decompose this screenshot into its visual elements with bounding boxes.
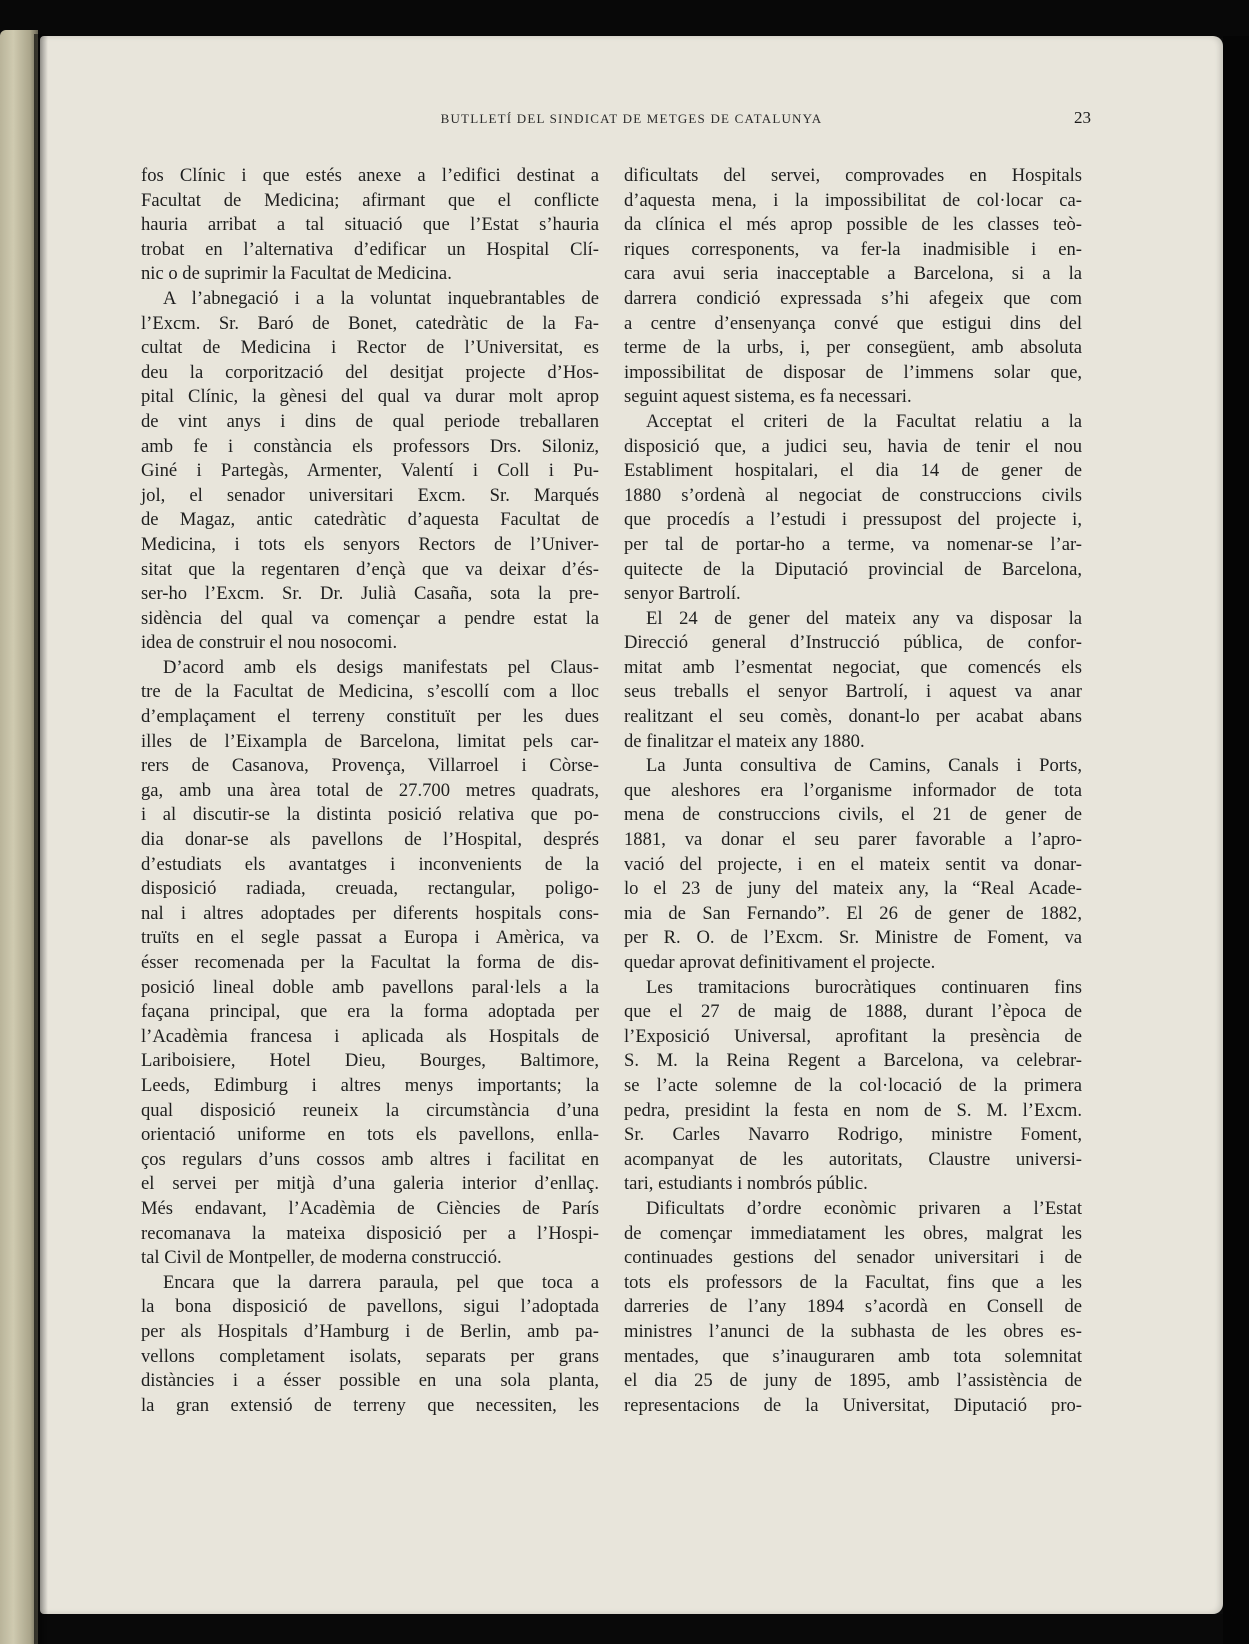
text-line: senyor Bartrolí. (624, 583, 741, 605)
text-line: realitzant el seu comès, donant-lo per acabat abans (624, 706, 1082, 728)
text-line: nic o de suprimir la Facultat de Medicina. (141, 263, 452, 285)
text-line: que aleshores era l’organisme informador de tota (624, 779, 1082, 801)
text-line: el dia 25 de juny de 1895, amb l’assistència de (624, 1370, 1082, 1392)
text-line: rers de Casanova, Provença, Villarroel i Còrse- (141, 755, 599, 777)
text-line: sitat que la regentaren d’ençà que va deixar d’és- (141, 558, 599, 580)
text-line: Giné i Partegàs, Armenter, Valentí i Coll i Pu- (141, 460, 599, 482)
text-line: 1881, va donar el seu parer favorable a l’apro- (624, 829, 1082, 851)
text-line: ministres l’anunci de la subhasta de les obres es- (624, 1320, 1082, 1342)
text-line: que el 27 de maig de 1888, durant l’època de (624, 1001, 1082, 1023)
text-line: l’Exposició Universal, aprofitant la presència de (624, 1025, 1082, 1047)
text-line: terme de la urbs, i, per consegüent, amb absoluta (624, 337, 1082, 359)
scan-background-top (0, 0, 1249, 38)
text-line: a centre d’ensenyança convé que estigui dins del (624, 312, 1082, 334)
text-line: hauria arribat a tal situació que l’Estat s’hauria (141, 214, 599, 236)
text-line: vellons completament isolats, separats per grans (141, 1345, 599, 1367)
text-line: dia donar-se als pavellons de l’Hospital, després (141, 829, 599, 851)
text-line: qual disposició reuneix la circumstància d’una (141, 1099, 599, 1121)
text-line: Lariboisiere, Hotel Dieu, Bourges, Baltimore, (141, 1050, 599, 1072)
text-line: mitat amb l’esmentat negociat, que comencés els (624, 656, 1082, 678)
text-line: ga, amb una àrea total de 27.700 metres quadrats, (141, 779, 599, 801)
text-line: per tal de portar-ho a terme, va nomenar-se l’ar- (624, 533, 1082, 555)
text-line: Sr. Carles Navarro Rodrigo, ministre Foment, (624, 1124, 1082, 1146)
text-line: jol, el senador universitari Excm. Sr. Marqués (141, 484, 599, 506)
text-line: amb fe i constància els professors Drs. Siloniz, (141, 435, 599, 457)
text-line: seus treballs el senyor Bartrolí, i aquest va anar (624, 681, 1082, 703)
page-header (40, 108, 1223, 135)
text-line: quitecte de la Diputació provincial de Barcelona, (624, 558, 1082, 580)
text-line: acompanyat de les autoritats, Claustre universi- (624, 1148, 1082, 1170)
text-line: trobat en l’alternativa d’edificar un Hospital Clí- (141, 238, 599, 260)
text-line: de vint anys i dins de qual periode treballaren (141, 410, 599, 432)
text-line: El 24 de gener del mateix any va disposar la (646, 607, 1082, 629)
text-line: riques corresponents, va fer-la inadmisible i en- (624, 238, 1082, 260)
text-line: Medicina, i tots els senyors Rectors de l’Univer- (141, 533, 599, 555)
text-line: continuades gestions del senador universitari i de (624, 1247, 1082, 1269)
text-line: Acceptat el criteri de la Facultat relatiu a la (646, 410, 1082, 432)
text-line: impossibilitat de disposar de l’immens solar que, (624, 361, 1082, 383)
text-column-left (141, 164, 599, 1418)
text-line: darrera condició expressada s’hi afegeix que com (624, 287, 1082, 309)
text-line: tots els professors de la Facultat, fins que a les (624, 1271, 1082, 1293)
text-line: ésser recomenada per la Facultat la forma de dis- (141, 952, 599, 973)
text-line: La Junta consultiva de Camins, Canals i Ports, (646, 755, 1082, 777)
text-column-right (624, 164, 1082, 1418)
text-line: da clínica el més aprop possible de les classes teò- (624, 214, 1082, 236)
text-line: seguint aquest sistema, es fa necessari. (624, 386, 912, 408)
text-line: Establiment hospitalari, el dia 14 de gener de (624, 460, 1082, 482)
text-line: illes de l’Eixampla de Barcelona, limitat pels car- (141, 730, 599, 752)
text-line: S. M. la Reina Regent a Barcelona, va celebrar- (624, 1050, 1082, 1072)
text-line: representacions de la Universitat, Diputació pro- (624, 1394, 1082, 1416)
text-line: A l’abnegació i a la voluntat inquebrantables de (163, 287, 599, 309)
text-line: mena de construccions civils, el 21 de gener de (624, 804, 1082, 826)
text-line: que procedís a l’estudi i pressupost del projecte i, (624, 509, 1082, 531)
text-line: de finalitzar el mateix any 1880. (624, 730, 865, 752)
text-line: darreries de l’any 1894 s’acordà en Consell de (624, 1296, 1082, 1318)
text-line: de començar immediatament les obres, malgrat les (624, 1222, 1082, 1244)
text-line: nal i altres adoptades per diferents hospitals cons- (141, 902, 599, 924)
text-line: D’acord amb els desigs manifestats pel Claus- (163, 656, 599, 678)
text-line: Dificultats d’ordre econòmic privaren a l’Estat (646, 1197, 1082, 1219)
page-number: 23 (1074, 108, 1091, 127)
text-line: disposició que, a judici seu, havia de tenir el nou (624, 435, 1082, 457)
text-line: d’emplaçament el terreny constituït per les dues (141, 706, 599, 728)
text-line: Leeds, Edimburg i altres menys importants; la (141, 1074, 599, 1096)
text-line: disposició radiada, creuada, rectangular, poligo- (141, 878, 599, 900)
text-line: Direcció general d’Instrucció pública, de confor- (624, 632, 1082, 654)
text-line: ser-ho l’Excm. Sr. Dr. Julià Casaña, sota la pre- (141, 583, 599, 605)
text-line: per R. O. de l’Excm. Sr. Ministre de Foment, va (624, 927, 1082, 949)
text-line: i al discutir-se la distinta posició relativa que po- (141, 804, 599, 826)
text-line: lo el 23 de juny del mateix any, la “Real Acade- (624, 878, 1082, 900)
text-line: mia de San Fernando”. El 26 de gener de 1882, (624, 902, 1082, 924)
text-line: vació del projecte, i en el mateix sentit va donar- (624, 853, 1082, 875)
text-line: Facultat de Medicina; afirmant que el conflicte (141, 189, 599, 211)
text-line: cara avui seria inacceptable a Barcelona, si a la (624, 263, 1082, 285)
text-line: l’Acadèmia francesa i aplicada als Hospitals de (141, 1025, 599, 1047)
text-line: l’Excm. Sr. Baró de Bonet, catedràtic de la Fa- (141, 312, 599, 334)
text-line: deu la corporització del desitjat projecte d’Hos- (141, 361, 599, 383)
text-line: cultat de Medicina i Rector de l’Universitat, es (141, 337, 599, 359)
binding-shadow (34, 34, 48, 1644)
text-line: Les tramitacions burocràtiques continuaren fins (646, 976, 1082, 998)
facing-page-edge (0, 30, 38, 1644)
scan-background-right (1223, 36, 1249, 1644)
text-line: fos Clínic i que estés anexe a l’edifici destinat a (141, 165, 599, 186)
text-line: la gran extensió de terreny que necessiten, les (141, 1394, 599, 1416)
text-line: tari, estudiants i nombrós públic. (624, 1173, 868, 1195)
text-line: façana principal, que era la forma adoptada per (141, 1001, 599, 1023)
text-line: d’aquesta mena, i la impossibilitat de col·locar ca- (624, 189, 1082, 211)
running-title: BUTLLETÍ DEL SINDICAT DE METGES DE CATALUNYA (440, 111, 823, 126)
text-line: posició lineal doble amb pavellons paral·lels a la (141, 976, 599, 998)
text-line: tal Civil de Montpeller, de moderna construcció. (141, 1247, 502, 1269)
text-line: se l’acte solemne de la col·locació de la primera (624, 1074, 1082, 1096)
text-line: per als Hospitals d’Hamburg i de Berlin, amb pa- (141, 1320, 599, 1342)
text-line: ços regulars d’uns cossos amb altres i facilitat en (141, 1148, 599, 1170)
text-line: de Magaz, antic catedràtic d’aquesta Facultat de (141, 509, 599, 531)
scan-background-bottom (40, 1614, 1223, 1644)
text-line: mentades, que s’inauguraren amb tota solemnitat (624, 1345, 1082, 1367)
text-line: el servei per mitjà d’una galeria interior d’enllaç. (141, 1173, 599, 1195)
text-line: recomanava la mateixa disposició per a l’Hospi- (141, 1222, 599, 1244)
text-line: pedra, presidint la festa en nom de S. M. l’Excm. (624, 1099, 1082, 1121)
text-line: Més endavant, l’Acadèmia de Ciències de París (141, 1197, 599, 1219)
text-line: 1880 s’ordenà al negociat de construccions civils (624, 484, 1082, 506)
text-line: d’estudiats els avantatges i inconvenients de la (141, 853, 599, 875)
text-line: idea de construir el nou nosocomi. (141, 632, 398, 654)
text-line: sidència del qual va començar a pendre estat la (141, 607, 599, 629)
text-line: truïts en el segle passat a Europa i Amèrica, va (141, 927, 599, 949)
text-line: pital Clínic, la gènesi del qual va durar molt aprop (141, 386, 599, 408)
text-line: dificultats del servei, comprovades en Hospitals (624, 165, 1082, 186)
text-line: distàncies i a ésser possible en una sola planta, (141, 1370, 599, 1392)
text-line: quedar aprovat definitivament el projecte. (624, 952, 936, 973)
text-line: Encara que la darrera paraula, pel que toca a (163, 1271, 599, 1293)
document-page (40, 36, 1223, 1614)
text-line: tre de la Facultat de Medicina, s’escollí com a lloc (141, 681, 599, 703)
text-line: la bona disposició de pavellons, sigui l’adoptada (141, 1296, 599, 1318)
text-line: orientació uniforme en tots els pavellons, enlla- (141, 1124, 599, 1146)
